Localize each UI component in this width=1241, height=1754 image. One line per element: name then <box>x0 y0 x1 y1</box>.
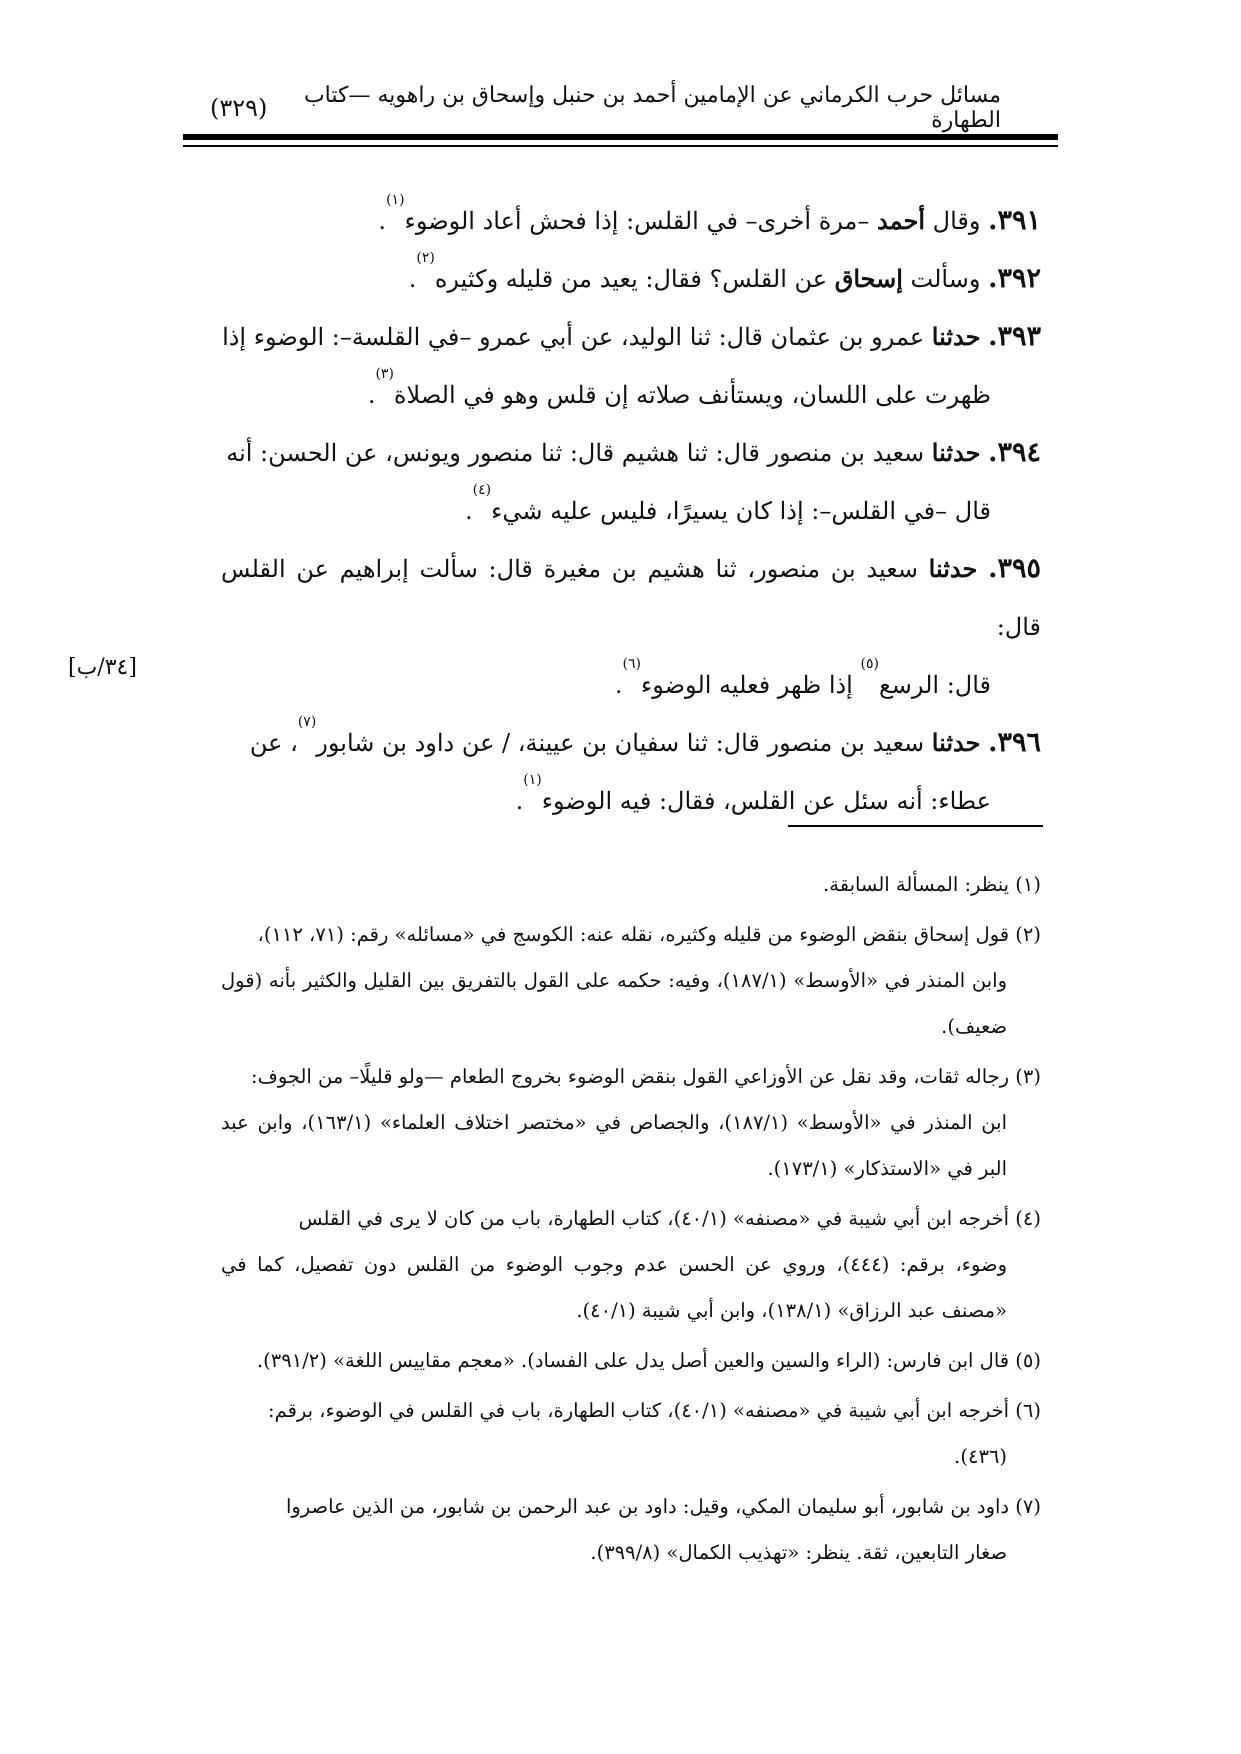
issue-number: ٣٩٣. <box>988 321 1041 352</box>
manuscript-folio-note: [٣٤/ب] <box>68 655 137 680</box>
speaker-name: إسحاق <box>834 264 903 293</box>
footnote-ref[interactable]: (٢) <box>416 250 435 266</box>
footnote-ref[interactable]: (٦) <box>622 656 641 672</box>
issue-395 <box>221 540 1041 714</box>
narration-word: حدثنا <box>928 554 978 583</box>
footnote-text: وضوء، برقم: (٤٤٤)، وروي عن الحسن عدم وجوب الوضوء من القلس دون تفصيل، كما في «مصنف عبد الرزاق» (١٣٨/١)، وابن أبي شيبة (٤٠/١). <box>221 1253 1008 1322</box>
footnote-text: (٣) رجاله ثقات، وقد نقل عن الأوزاعي القول بنقض الوضوء بخروج الطعام —ولو قليلًا– من الجوف: <box>251 1065 1041 1088</box>
footnote-ref[interactable]: (١) <box>386 192 405 208</box>
footnote-ref[interactable]: (٤) <box>472 482 492 498</box>
issue-text: عمرو بن عثمان قال: ثنا الوليد، عن أبي عمرو –في القلسة–: الوضوء إذا <box>222 323 932 351</box>
footnote-text: وابن المنذر في «الأوسط» (١٨٧/١)، وفيه: حكمه على القول بالتفريق بين القليل والكثير بأنه (قول ضعيف). <box>221 969 1007 1038</box>
issue-number: ٣٩١. <box>988 205 1041 236</box>
issue-number: ٣٩٤. <box>988 437 1041 468</box>
issue-text: إذا ظهر فعليه الوضوء <box>640 671 861 699</box>
issue-number: ٣٩٥. <box>988 553 1041 584</box>
issue-text: ، عن <box>249 729 298 757</box>
header-rule-thin <box>183 145 1058 147</box>
punct: . <box>367 381 376 409</box>
footnote-6 <box>221 1388 1041 1480</box>
footnote-ref[interactable]: (١) <box>523 772 542 788</box>
footnote-1 <box>221 862 1041 908</box>
footnote-4 <box>221 1196 1041 1334</box>
issue-394 <box>221 424 1041 540</box>
punct: . <box>614 671 623 699</box>
issue-text <box>980 439 988 467</box>
footnote-text: ابن المنذر في «الأوسط» (١٨٧/١)، والجصاص في «مختصر اختلاف العلماء» (١٦٣/١)، وابن عبد البر في «الاستذكار» (١٧٣/١). <box>221 1111 1007 1180</box>
footnote-text: (٤٣٦). <box>954 1445 1007 1468</box>
issue-393 <box>221 308 1041 424</box>
running-title: مسائل حرب الكرماني عن الإمامين أحمد بن حنبل وإسحاق بن راهويه —كتاب الطهارة <box>303 83 1001 133</box>
issue-text: سعيد بن منصور قال: ثنا سفيان بن عيينة، / عن داود بن شابور <box>316 729 932 757</box>
issue-396 <box>221 714 1041 830</box>
punct: . <box>408 265 417 293</box>
issue-text <box>977 555 988 583</box>
narration-word: حدثنا <box>931 438 981 467</box>
speaker-name: أحمد <box>877 206 925 235</box>
punct: . <box>378 207 387 235</box>
issue-text: عطاء: أنه سئل عن القلس، فقال: فيه الوضوء <box>541 787 991 815</box>
main-text <box>221 192 1041 830</box>
issue-text: وسألت <box>902 265 989 293</box>
footnote-5 <box>221 1338 1041 1384</box>
issue-text: –مرة أخرى– في القلس: إذا فحش أعاد الوضوء <box>404 207 878 235</box>
issue-text <box>980 729 988 757</box>
footnote-text: (١) ينظر: المسألة السابقة. <box>823 873 1041 896</box>
issue-text: قال: الرسع <box>878 671 991 699</box>
footnote-text: (٢) قول إسحاق بنقض الوضوء من قليله وكثيره، نقله عنه: الكوسج في «مسائله» رقم: (٧١، ١١٢)، <box>257 923 1041 946</box>
narration-word: حدثنا <box>931 322 981 351</box>
issue-392 <box>221 250 1041 308</box>
issue-391 <box>221 192 1041 250</box>
issue-text: سعيد بن منصور، ثنا هشيم بن مغيرة قال: سألت إبراهيم عن القلس قال: <box>221 555 1041 641</box>
issue-text: وقال <box>925 207 989 235</box>
footnote-ref[interactable]: (٧) <box>297 714 317 730</box>
page-number: (٣٢٩) <box>210 94 268 122</box>
footnote-3 <box>221 1054 1041 1192</box>
footnote-7 <box>221 1484 1041 1576</box>
issue-text <box>980 323 988 351</box>
page-header <box>210 83 1001 133</box>
punct: . <box>465 497 473 525</box>
punct: . <box>515 787 524 815</box>
issue-text: ظهرت على اللسان، ويستأنف صلاته إن قلس وهو في الصلاة <box>393 381 991 409</box>
issue-text: قال –في القلس–: إذا كان يسيرًا، فليس عليه شيء <box>491 497 991 525</box>
issue-number: ٣٩٢. <box>988 263 1041 294</box>
issue-text: سعيد بن منصور قال: ثنا هشيم قال: ثنا منصور ويونس، عن الحسن: أنه <box>226 439 932 467</box>
footnote-text: (٧) داود بن شابور، أبو سليمان المكي، وقيل: داود بن عبد الرحمن بن شابور، من الذين عاصروا <box>285 1495 1041 1518</box>
footnote-ref[interactable]: (٣) <box>375 366 394 382</box>
footnotes <box>221 862 1041 1580</box>
footnote-ref[interactable]: (٥) <box>860 656 879 672</box>
issue-number: ٣٩٦. <box>988 727 1041 758</box>
footnote-text: (٦) أخرجه ابن أبي شيبة في «مصنفه» (٤٠/١)، كتاب الطهارة، باب في القلس في الوضوء، برقم: <box>268 1399 1041 1422</box>
footnote-2 <box>221 912 1041 1050</box>
footnote-separator <box>788 825 1043 827</box>
footnote-text: صغار التابعين، ثقة. ينظر: «تهذيب الكمال» (٣٩٩/٨). <box>590 1541 1007 1564</box>
footnote-text: (٥) قال ابن فارس: (الراء والسين والعين أصل يدل على الفساد). «معجم مقاييس اللغة» (٣٩١/٢). <box>256 1349 1041 1372</box>
footnote-text: (٤) أخرجه ابن أبي شيبة في «مصنفه» (٤٠/١)، كتاب الطهارة، باب من كان لا يرى في القلس <box>298 1207 1041 1230</box>
header-rule-thick <box>183 134 1058 140</box>
issue-text: عن القلس؟ فقال: يعيد من قليله وكثيره <box>434 265 835 293</box>
narration-word: حدثنا <box>931 728 981 757</box>
